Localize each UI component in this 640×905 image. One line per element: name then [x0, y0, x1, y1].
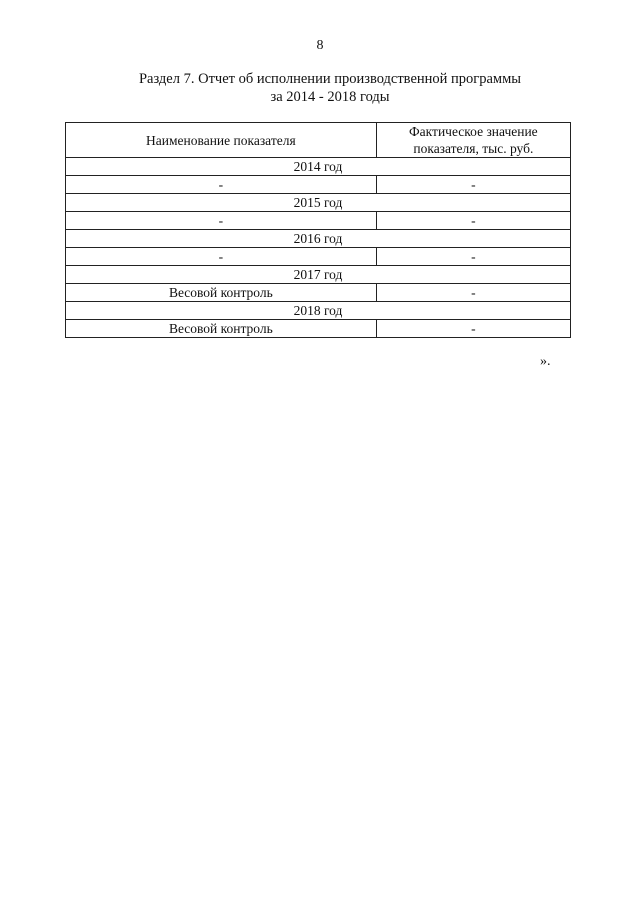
- year-label: 2018 год: [66, 302, 571, 320]
- indicator-name-cell: -: [66, 248, 377, 266]
- indicator-value-cell: -: [376, 212, 570, 230]
- header-actual-value: Фактическое значение показателя, тыс. руб.: [376, 123, 570, 158]
- indicator-name-cell: -: [66, 212, 377, 230]
- year-row-2018: [66, 302, 571, 320]
- year-row-2016: [66, 230, 571, 248]
- indicator-value-cell: -: [376, 320, 570, 338]
- indicator-value-cell: -: [376, 248, 570, 266]
- table-row: [66, 248, 571, 266]
- year-label: 2016 год: [66, 230, 571, 248]
- section-title: [100, 70, 560, 106]
- indicator-name-cell: Весовой контроль: [66, 320, 377, 338]
- section-title-line-2: за 2014 - 2018 годы: [270, 89, 390, 105]
- table-row: [66, 284, 571, 302]
- table-header-row: [66, 123, 571, 158]
- production-program-report-table: [65, 122, 571, 338]
- table-row: [66, 176, 571, 194]
- page-number: 8: [316, 38, 324, 53]
- indicator-name-cell: -: [66, 176, 377, 194]
- table-row: [66, 212, 571, 230]
- section-title-line-1: Раздел 7. Отчет об исполнении производственной программы: [138, 71, 522, 87]
- year-label: 2015 год: [66, 194, 571, 212]
- indicator-value-cell: -: [376, 176, 570, 194]
- indicator-value-cell: -: [376, 284, 570, 302]
- closing-quote-mark: ».: [540, 354, 551, 369]
- year-label: 2017 год: [66, 266, 571, 284]
- year-row-2014: [66, 158, 571, 176]
- year-row-2015: [66, 194, 571, 212]
- table-row: [66, 320, 571, 338]
- indicator-name-cell: Весовой контроль: [66, 284, 377, 302]
- year-row-2017: [66, 266, 571, 284]
- header-indicator-name: Наименование показателя: [66, 123, 377, 158]
- year-label: 2014 год: [66, 158, 571, 176]
